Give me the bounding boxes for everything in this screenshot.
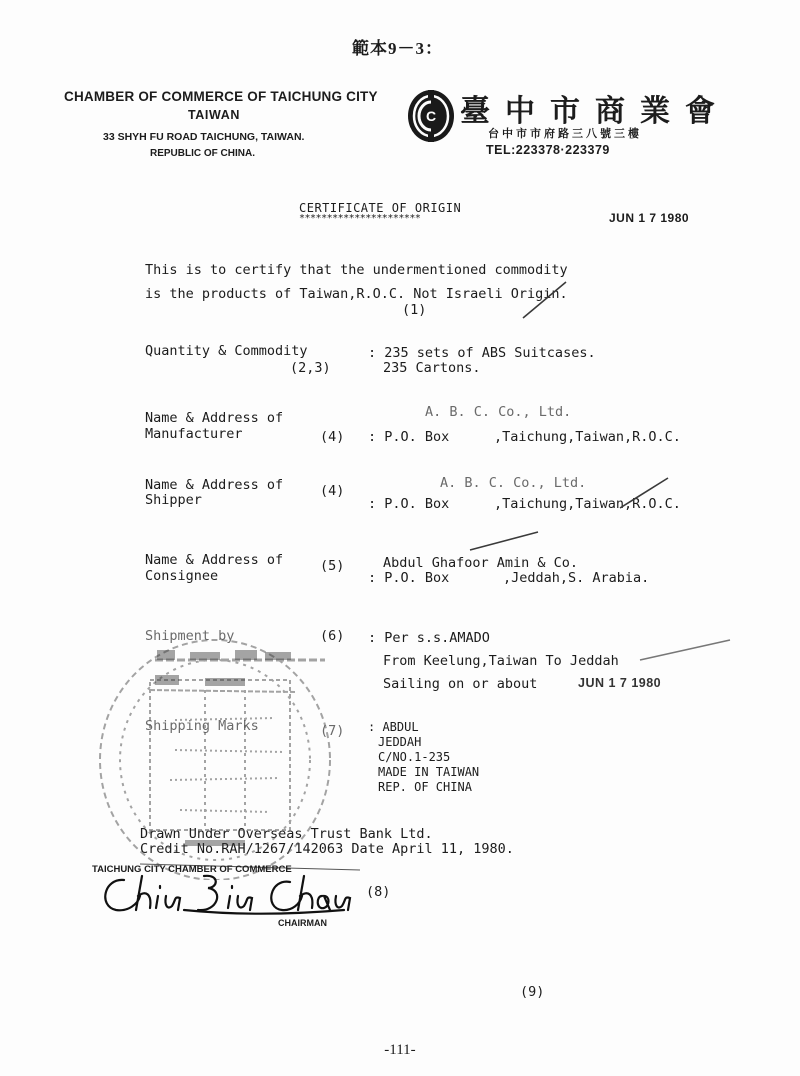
manufacturer-ref: (4) xyxy=(320,429,345,445)
consignee-label-1: Name & Address of xyxy=(145,552,284,568)
marks-line: MADE IN TAIWAN xyxy=(378,765,480,779)
consignee-ref: (5) xyxy=(320,558,345,574)
quantity-line-1: : 235 sets of ABS Suitcases. xyxy=(368,345,596,361)
sample-label: 範本9－3： xyxy=(352,39,443,58)
org-republic: REPUBLIC OF CHINA. xyxy=(150,148,255,159)
org-chinese-address: 台中市市府路三八號三樓 xyxy=(488,127,642,140)
intro-ref: (1) xyxy=(402,302,427,318)
check-mark xyxy=(470,532,538,550)
org-name: CHAMBER OF COMMERCE OF TAICHUNG CITY xyxy=(64,89,378,104)
marks-label: Shipping Marks xyxy=(145,718,259,734)
shipment-line-2: From Keelung,Taiwan To Jeddah xyxy=(383,653,619,669)
check-mark xyxy=(523,282,566,318)
credit-line-1: Drawn Under Overseas Trust Bank Ltd. xyxy=(140,826,433,842)
marks-ref: (7) xyxy=(320,723,345,739)
shipper-name: A. B. C. Co., Ltd. xyxy=(440,475,587,491)
title-underline-stars: ********************** xyxy=(299,213,421,224)
marks-line: JEDDAH xyxy=(378,735,422,749)
consignee-po-box: : P.O. Box xyxy=(368,570,450,586)
signature-ref: (8) xyxy=(366,884,391,900)
shipment-line-3: Sailing on or about xyxy=(383,676,538,692)
shipment-ref: (6) xyxy=(320,628,345,644)
check-mark xyxy=(620,478,668,508)
intro-line-2: is the products of Taiwan,R.O.C. Not Israeli Origin. xyxy=(145,286,568,302)
marks-line: REP. OF CHINA xyxy=(378,780,472,794)
check-mark xyxy=(640,640,730,660)
sailing-date-stamp: JUN 1 7 1980 xyxy=(578,676,662,690)
manufacturer-city: ,Taichung,Taiwan,R.O.C. xyxy=(494,429,681,445)
marks-line: C/NO.1-235 xyxy=(378,750,451,764)
org-country: TAIWAN xyxy=(188,108,240,122)
org-chinese-name: 臺中市商業會 xyxy=(460,94,730,129)
consignee-city: ,Jeddah,S. Arabia. xyxy=(503,570,650,586)
credit-line-2: Credit No.RAH/1267/142063 Date April 11, 1980. xyxy=(140,841,514,857)
page-number: -111- xyxy=(384,1042,416,1058)
consignee-label-2: Consignee xyxy=(145,568,219,584)
marks-line: : ABDUL xyxy=(368,720,419,734)
logo-letter: C xyxy=(425,108,437,124)
shipment-label: Shipment by xyxy=(145,628,235,644)
issue-date-stamp: JUN 1 7 1980 xyxy=(609,211,690,225)
certificate-title: CERTIFICATE OF ORIGIN xyxy=(299,201,462,215)
intro-line-1: This is to certify that the undermentioned commodity xyxy=(145,262,568,278)
manufacturer-label-2: Manufacturer xyxy=(145,426,243,442)
quantity-ref: (2,3) xyxy=(290,360,331,376)
shipper-ref: (4) xyxy=(320,483,345,499)
quantity-label: Quantity & Commodity xyxy=(145,343,308,359)
shipper-po-box: : P.O. Box xyxy=(368,496,450,512)
consignee-name: Abdul Ghafoor Amin & Co. xyxy=(383,555,579,571)
chairman-title: CHAIRMAN xyxy=(278,918,327,928)
shipper-label-2: Shipper xyxy=(145,492,202,508)
manufacturer-po-box: : P.O. Box xyxy=(368,429,450,445)
manufacturer-label-1: Name & Address of xyxy=(145,410,284,426)
footer-ref: (9) xyxy=(520,984,545,1000)
shipment-line-1: : Per s.s.AMADO xyxy=(368,630,490,646)
org-telephone: TEL:223378·223379 xyxy=(486,143,610,157)
quantity-line-2: 235 Cartons. xyxy=(383,360,481,376)
shipper-label-1: Name & Address of xyxy=(145,477,284,493)
shipper-city: ,Taichung,Taiwan,R.O.C. xyxy=(494,496,681,512)
manufacturer-name: A. B. C. Co., Ltd. xyxy=(425,404,572,420)
org-address: 33 SHYH FU ROAD TAICHUNG, TAIWAN. xyxy=(103,131,305,143)
signature-caption: TAICHUNG CITY CHAMBER OF COMMERCE xyxy=(92,864,292,875)
